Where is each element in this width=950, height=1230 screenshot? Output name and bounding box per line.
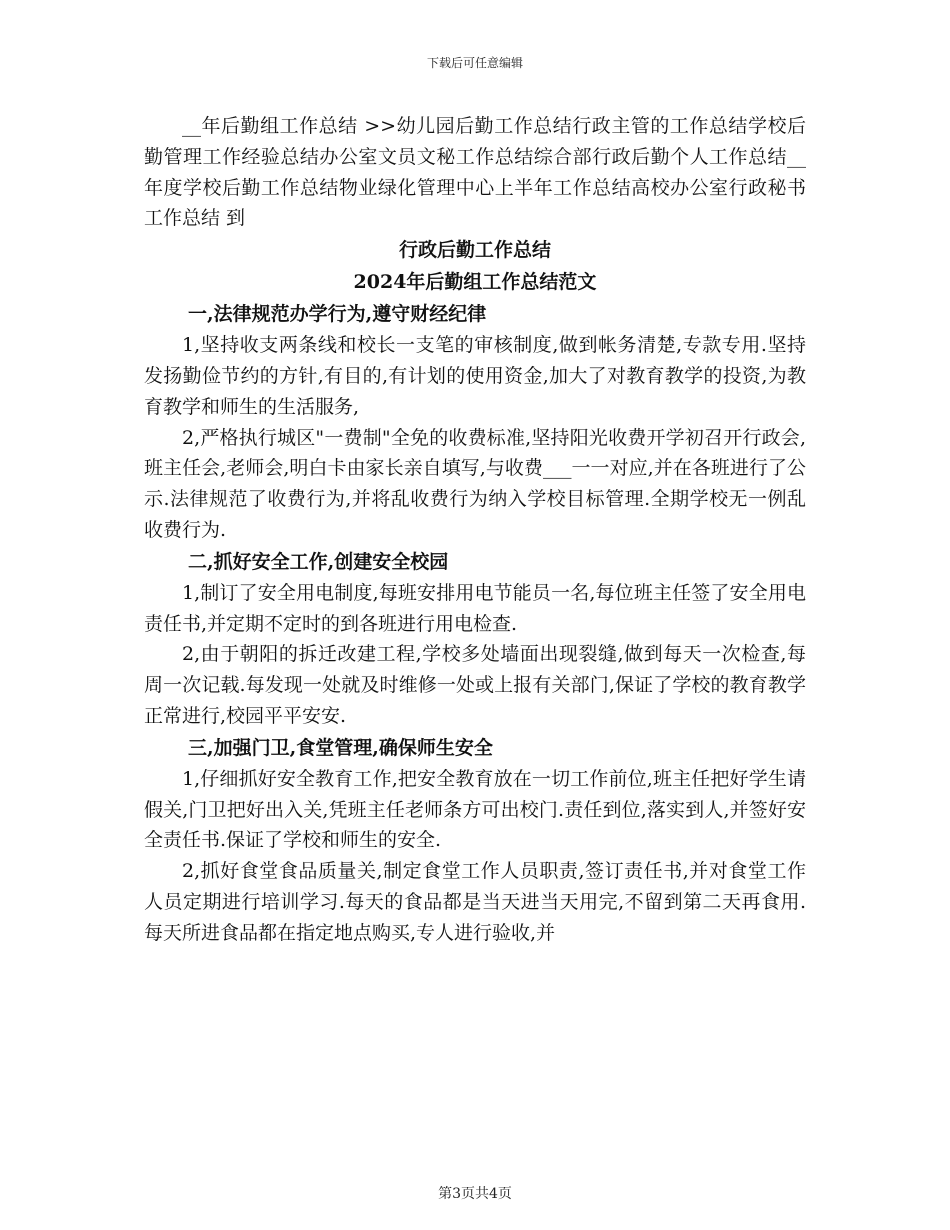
intro-paragraph: __年后勤组工作总结 >>幼儿园后勤工作总结行政主管的工作总结学校后勤管理工作经验总结办公室文员文秘工作总结综合部行政后勤个人工作总结__年度学校后勤工作总结物业绿化管理中心上半年工作总结高校办公室行政秘书工作总结 到	[144, 115, 806, 230]
section-heading-3: 三,加强门卫,食堂管理,确保师生安全	[188, 736, 493, 759]
section-1-paragraph-2: 2,严格执行城区"一费制"全免的收费标准,坚持阳光收费开学初召开行政会,班主任会,老师会,明白卡由家长亲自填写,与收费___一一对应,并在各班进行了公示.法律规范了收费行为,并将乱收费行为纳入学校目标管理.全期学校无一例乱收费行为.	[144, 426, 806, 541]
page-header: 下载后可任意编辑	[426, 56, 523, 70]
section-heading-2: 二,抓好安全工作,创建安全校园	[188, 550, 449, 573]
section-heading-1: 一,法律规范办学行为,遵守财经纪律	[188, 303, 487, 326]
document-body	[144, 111, 806, 949]
section-3-paragraph-1: 1,仔细抓好安全教育工作,把安全教育放在一切工作前位,班主任把好学生请假关,门卫把好出入关,凭班主任老师条方可出校门.责任到位,落实到人,并签好安全责任书.保证了学校和师生的安全.	[144, 767, 806, 852]
section-1-paragraph-1: 1,坚持收支两条线和校长一支笔的审核制度,做到帐务清楚,专款专用.坚持发扬勤俭节约的方针,有目的,有计划的使用资金,加大了对教育教学的投资,为教育教学和师生的生活服务,	[144, 334, 806, 418]
page-footer: 第3页共4页	[438, 1186, 512, 1202]
section-2-paragraph-2: 2,由于朝阳的拆迁改建工程,学校多处墙面出现裂缝,做到每天一次检查,每周一次记载.每发现一处就及时维修一处或上报有关部门,保证了学校的教育教学正常进行,校园平平安安.	[144, 643, 806, 727]
document-title: 行政后勤工作总结	[398, 239, 551, 262]
section-2-paragraph-1: 1,制订了安全用电制度,每班安排用电节能员一名,每位班主任签了安全用电责任书,并定期不定时的到各班进行用电检查.	[144, 581, 806, 635]
section-3-paragraph-2: 2,抓好食堂食品质量关,制定食堂工作人员职责,签订责任书,并对食堂工作人员定期进行培训学习.每天的食品都是当天进当天用完,不留到第二天再食用.每天所进食品都在指定地点购买,专人进行验收,并	[144, 860, 806, 944]
document-subtitle: 2024年后勤组工作总结范文	[353, 271, 597, 294]
